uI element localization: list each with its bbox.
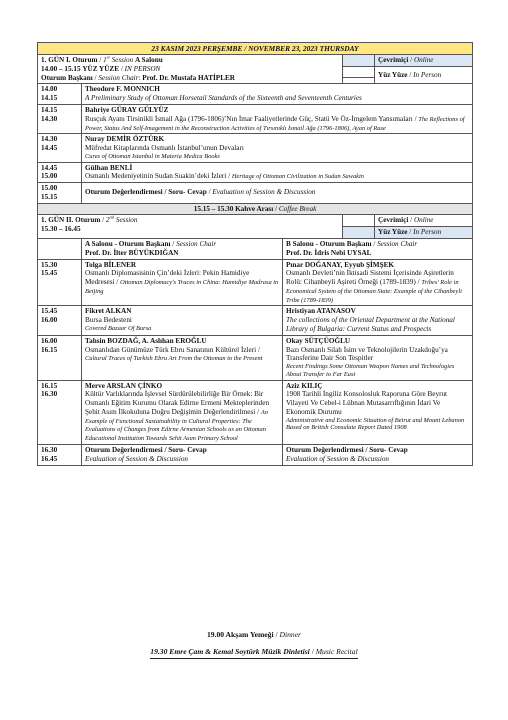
inperson-label-2: Yüz Yüze / In Person — [375, 227, 473, 239]
hall-chairs-row — [38, 239, 473, 260]
recital-line: 19.30 Emre Çam & Kemal Soytürk Müzik Dinletisi / Music Recital — [0, 647, 508, 659]
paper-cell: Gülhan BENLİ Osmanlı Medeniyetinin Sudan Suakin’deki İzleri / Heritage of Ottoman Civilization in Sudan Sawakin — [82, 162, 473, 183]
paper-author: Nuray DEMİR ÖZTÜRK — [85, 135, 165, 144]
paper-author: Bahriye GÜRAY GÜLYÜZ — [85, 105, 169, 114]
paper-row — [38, 104, 473, 133]
paper-author: Pınar DOĞANAY, Eyyub ŞİMŞEK — [286, 260, 394, 269]
dinner-line: 19.00 Akşam Yemeği / Dinner — [206, 630, 302, 639]
paper-row — [38, 134, 473, 162]
paper-title-tr: Rusçuk Ayanı Tirsinikli İsmail Ağa (1796-1806)’Nın İmar Faaliyetlerinde Güç, Statü Ve Öz-İmgelem Yansımaları — [85, 114, 413, 123]
paper-cell — [82, 84, 473, 105]
paper-time: 15.30 15.45 — [38, 259, 82, 306]
paper-time: 16.00 16.15 — [38, 335, 82, 380]
paper-title-tr: Osmanlıdan Günümüze Türk Ebru Sanatının Kültürel İzleri — [85, 345, 257, 354]
session2-header-row — [38, 215, 473, 227]
paper-cell-a: Merve ARSLAN ÇİNKO Kültür Varlıklarında İşlevsel Sürdürülebilirliğe Bir Örnek: Bir Osmanlı Eğitim Kurumu Olarak Edirne Ermeni Mekteplerinden Şehit Asım İlkokuluna Doğru Değişimin Değerlendirilmesi / An Example of Functional Sustainability in Cultural Properties: The Evaluations of Changes from Edirne Armenian Schools as an Ottoman Educational Institution Towards Sehit Asım Primary School — [82, 380, 283, 444]
paper-cell — [82, 134, 473, 162]
paper-row — [38, 380, 473, 444]
paper-author: Merve ARSLAN ÇİNKO — [85, 381, 163, 390]
paper-author: Fikret ALKAN — [85, 307, 132, 316]
eval-time: 16.30 16.45 — [38, 445, 82, 466]
date-header-row — [38, 43, 473, 55]
paper-time: 14.00 14.15 — [38, 84, 82, 105]
paper-row — [38, 335, 473, 380]
evaluation-row — [38, 183, 473, 204]
paper-title-en: Heritage of Ottoman Civilization in Sudan Sawakin — [231, 173, 364, 181]
paper-time: 14.45 15.00 — [38, 162, 82, 183]
eval-cell: Oturum Değerlendirmesi / Soru- Cevap / Evaluation of Session & Discussion — [82, 183, 473, 204]
paper-author: Aziz KILIÇ — [286, 381, 323, 390]
paper-title-tr: Müfredat Kitaplarında Osmanlı İstanbul’unun Devaları — [85, 144, 244, 153]
hall-a-chair: A Salonu - Oturum Başkanı / Session Chair Prof. Dr. İlter BÜYÜKDIĞAN — [82, 239, 283, 260]
paper-row — [38, 259, 473, 306]
session1-info: 1. GÜN I. Oturum / 1st Session A Salonu 14.00 – 15.15 YÜZ YÜZE / IN PERSON Oturum Başkanı / Session Chair: Prof. Dr. Mustafa HATİPLER — [38, 55, 343, 84]
coffee-break: 15.15 – 15.30 Kahve Arası / Coffee Break — [38, 203, 473, 215]
paper-row — [38, 84, 473, 105]
paper-cell-b: Pınar DOĞANAY, Eyyub ŞİMŞEK Osmanlı Devleti’nin İktisadi Sistemi İçerisinde Aşiretlerin Rolü: Cihanbeyli Aşireti Örneği (1789-1839) / Tribes' Role in Economical System of the Ottoman State: Example of the Cihanbeyli Tribe (1789-1839) — [283, 259, 473, 306]
eval-time: 15.00 15.15 — [38, 183, 82, 204]
paper-title-tr: 1908 Tarihli İngiliz Konsolosluk Raporuna Göre Beyrut Vilayeti Ve Cebel-i Lübnan Mutasarrıflığının İdari Ve Ekonomik Durumu — [286, 390, 448, 416]
paper-author: Hristiyan ATANASOV — [286, 307, 356, 316]
session1-title: 1. GÜN I. Oturum — [41, 56, 98, 65]
paper-title-tr: Osmanlı Diplomasisinin Çin’deki İzleri: Pekin Hamidiye Medresesi — [85, 269, 250, 287]
session1-chair: Prof. Dr. Mustafa HATİPLER — [142, 73, 235, 82]
program-table — [37, 42, 473, 466]
paper-time: 15.45 16.00 — [38, 306, 82, 335]
paper-cell-a: Tolga BİLENER Osmanlı Diplomasisinin Çin’deki İzleri: Pekin Hamidiye Medresesi / Ottoman Diplomacy's Traces in China: Hamidiye Madrasa in Beijing — [82, 259, 283, 306]
hall-b-chair: B Salonu - Oturum Başkanı / Session Chair Prof. Dr. İdris Nebi UYSAL — [283, 239, 473, 260]
coffee-break-row — [38, 203, 473, 215]
paper-author: Theodore F. MONNICH — [85, 85, 160, 94]
eval-cell-b: Oturum Değerlendirmesi / Soru- Cevap Evaluation of Session & Discussion — [283, 445, 473, 466]
paper-cell: Bahriye GÜRAY GÜLYÜZ Rusçuk Ayanı Tirsinikli İsmail Ağa (1796-1806)’Nın İmar Faaliyetlerinde Güç, Statü Ve Öz-İmgelem Yansımaları / The Reflections of Power, Status And Self-Imagement in the Reconstruction Activities of Tırsınıklı İsmail Ağa (1796-1806), Ayan of Ruse — [82, 104, 473, 133]
paper-title-tr: Bazı Osmanlı Silah İsim ve Teknolojilerin Uzakdoğu’ya Transferine Dair Son Tespitler — [286, 345, 448, 363]
date-header: 23 KASIM 2023 PERŞEMBE / NOVEMBER 23, 2023 THURSDAY — [38, 43, 473, 55]
online-label-2: Çevrimiçi / Online — [375, 215, 473, 227]
paper-title-en: The collections of the Oriental Department at the National Library of Bulgaria: Current Status and Prospects — [286, 316, 455, 334]
paper-row — [38, 162, 473, 183]
paper-cell-a: Tahsin BOZDAĞ, A. Aslıhan EROĞLU Osmanlıdan Günümüze Türk Ebru Sanatının Kültürel İzleri / Cultural Traces of Turkish Ebru Art From the Ottoman to the Present — [82, 335, 283, 380]
paper-author: Okay SÜTÇÜOĞLU — [286, 336, 351, 345]
paper-title-en: The Reflections of Power, Status And Self-Imagement in the Reconstruction Activities of Tırsınıklı İsmail Ağa (1796-1806), Ayan of Ruse — [85, 115, 465, 132]
paper-title-en: Tribes' Role in Economical System of the Ottoman State: Example of the Cihanbeyli Tribe (1789-1839) — [286, 279, 462, 304]
paper-title-en: Recent Findings Some Ottoman Weapon Names and Technologies About Transfer to Far East — [286, 363, 455, 378]
paper-author: Gülhan BENLİ — [85, 163, 133, 172]
session2-time: 15.30 – 16.45 — [41, 225, 81, 234]
paper-cell-b — [283, 380, 473, 444]
paper-title-en: Covered Bazaar Of Bursa — [85, 325, 152, 333]
session1-hall: A Salonu — [134, 56, 163, 65]
paper-author: Tahsin BOZDAĞ, A. Aslıhan EROĞLU — [85, 336, 207, 345]
paper-title-tr: Bursa Bedesteni — [85, 316, 132, 325]
online-label: Çevrimiçi / Online — [375, 55, 473, 67]
paper-title-tr: Osmanlı Devleti’nin İktisadi Sistemi İçerisinde Aşiretlerin Rolü: Cihanbeyli Aşireti Örneği (1789-1839) — [286, 269, 454, 287]
session1-header-row — [38, 55, 473, 67]
paper-title-en: Administrative and Economic Situation of Beirut and Mount Lebanon Based on British Consulate Report Dated 1908 — [286, 416, 465, 432]
paper-title-en: A Preliminary Study of Ottoman Horsetail Standards of the Sixteenth and Seventeenth Centuries — [85, 94, 362, 103]
session2-info: 1. GÜN II. Oturum / 2nd Session 15.30 – 16.45 — [38, 215, 343, 239]
eval-cell-a: Oturum Değerlendirmesi / Soru- Cevap Evaluation of Session & Discussion — [82, 445, 283, 466]
paper-author: Tolga BİLENER — [85, 260, 137, 269]
paper-cell-b — [283, 335, 473, 380]
paper-title-tr: Kültür Varlıklarında İşlevsel Sürdürülebilirliğe Bir Örnek: Bir Osmanlı Eğitim Kurumu Olarak Edirne Ermeni Mekteplerinden Şehit Asım İlkokuluna Doğru Değişimin Değerlendirilmesi — [85, 390, 270, 416]
paper-cell-a — [82, 306, 283, 335]
paper-row — [38, 306, 473, 335]
paper-title-en: An Example of Functional Sustainability in Cultural Properties: The Evaluations of Changes from Edirne Armenian Schools as an Ottoman Educational Institution Towards Sehit Asım Primary School — [85, 408, 268, 443]
paper-time: 14.15 14.30 — [38, 104, 82, 133]
evaluation-row — [38, 445, 473, 466]
session1-time: 14.00 – 15.15 — [41, 64, 81, 73]
paper-title-en: Ottoman Diplomacy's Traces in China: Hamidiye Madrasa in Beijing — [85, 279, 279, 295]
session2-title: 1. GÜN II. Oturum — [41, 216, 101, 225]
paper-title-en: Cures of Ottoman Istanbul in Materia Medica Books — [85, 152, 220, 160]
paper-cell-b — [283, 306, 473, 335]
paper-time: 14.30 14.45 — [38, 134, 82, 162]
paper-title-tr: Osmanlı Medeniyetinin Sudan Suakin’deki İzleri — [85, 172, 227, 181]
paper-title-en: Cultural Traces of Turkish Ebru Art From the Ottoman to the Present — [85, 355, 263, 363]
inperson-label: Yüz Yüze / In Person — [375, 66, 473, 84]
paper-time: 16.15 16.30 — [38, 380, 82, 444]
